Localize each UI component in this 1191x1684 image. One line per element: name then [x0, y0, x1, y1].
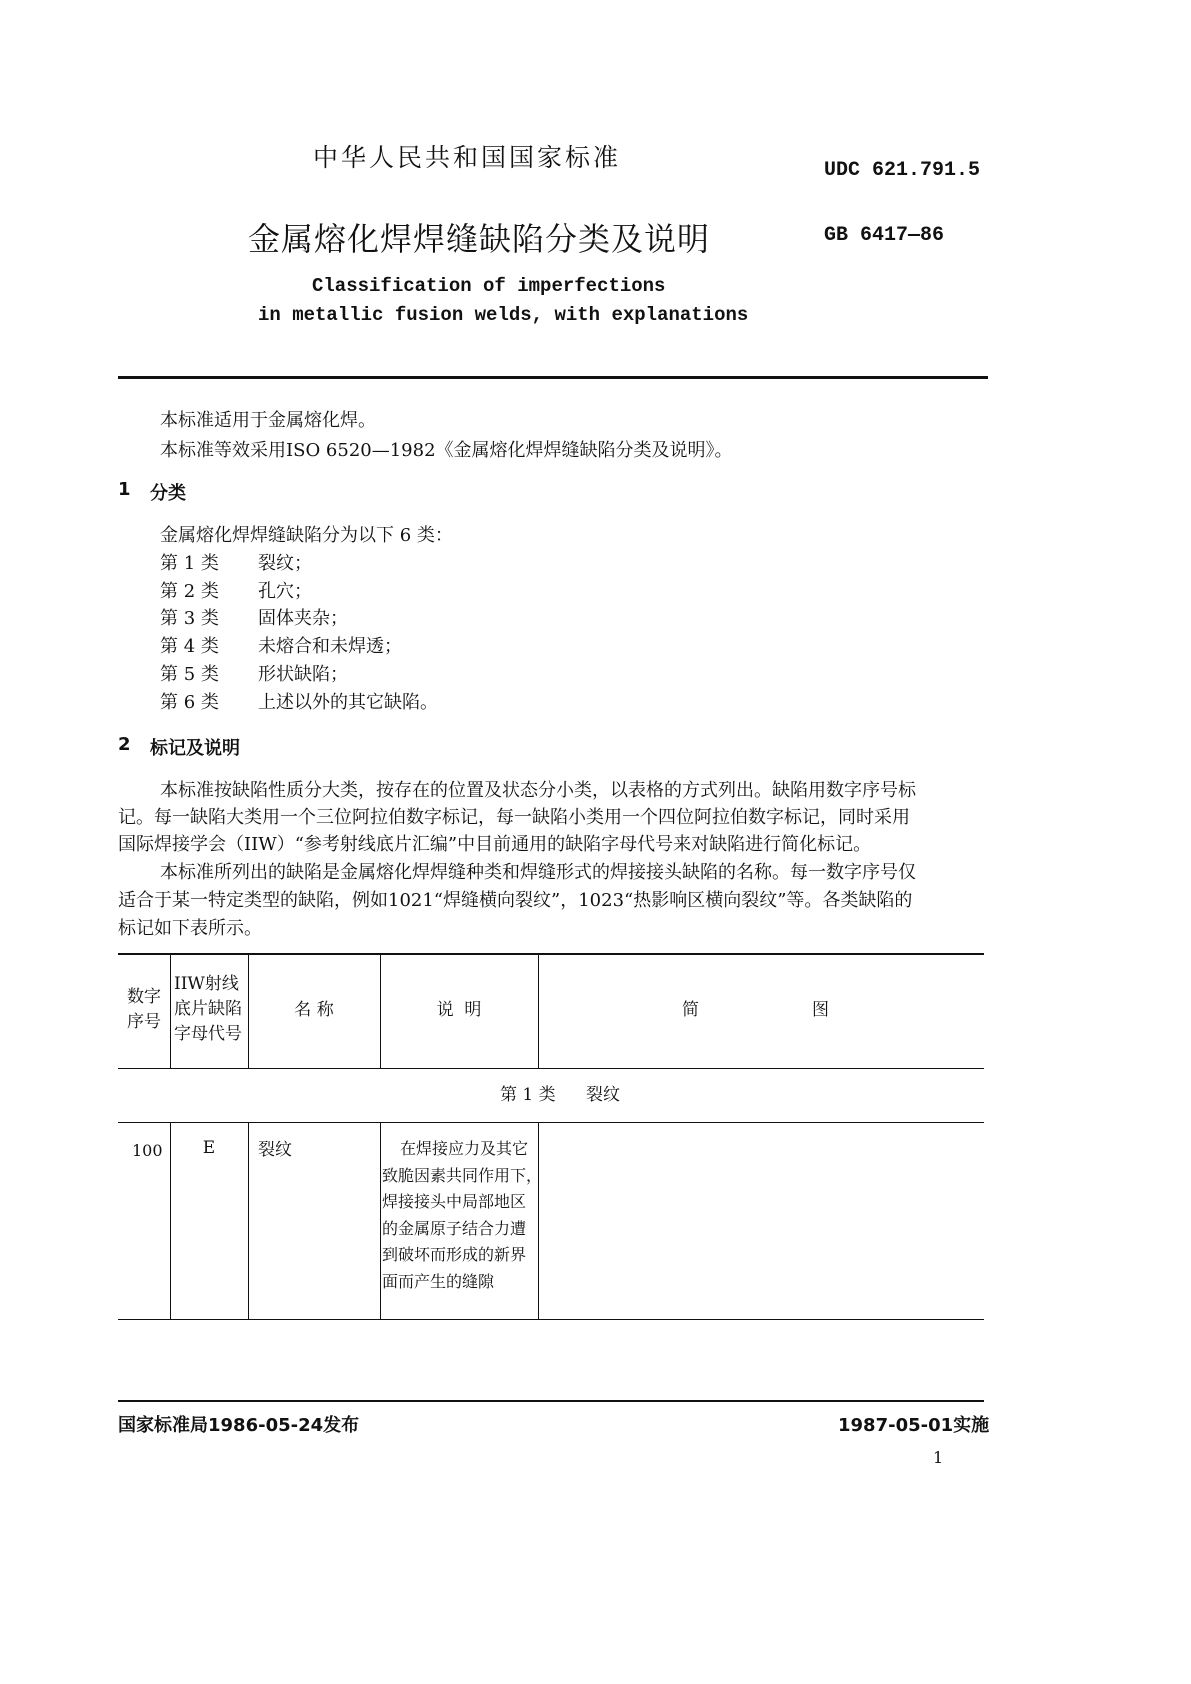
standard-code: GB 6417—86: [824, 224, 945, 247]
document-title: 金属熔化焊焊缝缺陷分类及说明: [248, 220, 711, 258]
footer-rule: [118, 1400, 984, 1402]
header-description: 说 明: [436, 1000, 482, 1020]
category-label: 第 2 类: [160, 581, 219, 602]
section-2-heading: 标记及说明: [150, 738, 240, 759]
section-1-heading: 分类: [150, 483, 186, 504]
header-iiw-line: IIW射线: [174, 974, 239, 994]
section-1-lead: 金属熔化焊焊缝缺陷分为以下 6 类：: [160, 525, 453, 546]
header-number-line: 数字: [127, 987, 161, 1007]
description-line: 到破坏而形成的新界: [382, 1245, 527, 1264]
english-title-line2: in metallic fusion welds, with explanations: [258, 304, 749, 326]
row-iiw-code: E: [202, 1138, 216, 1158]
category-label: 第 1 类: [160, 553, 219, 574]
table-col-divider: [380, 1122, 381, 1320]
category-text: 上述以外的其它缺陷。: [258, 692, 438, 713]
category-label: 第 3 类: [160, 608, 219, 629]
category-label: 第 6 类: [160, 692, 219, 713]
category-row-label: 第 1 类: [500, 1085, 556, 1105]
category-label: 第 4 类: [160, 636, 219, 657]
paragraph-line: 适合于某一特定类型的缺陷，例如1021“焊缝横向裂纹”，1023“热影响区横向裂纹”等。各类缺陷的: [118, 890, 913, 911]
header-iiw-code: [174, 972, 242, 1047]
description-line: 致脆因素共同作用下，: [382, 1165, 543, 1185]
row-number: 100: [132, 1141, 163, 1160]
row-description: [382, 1136, 542, 1295]
description-line: 焊接接头中局部地区: [382, 1192, 527, 1211]
header-iiw-line: 底片缺陷: [174, 999, 242, 1019]
issue-date: 国家标准局1986-05-24发布: [118, 1415, 360, 1436]
table-header-rule: [118, 1068, 984, 1069]
category-row-name: 裂纹: [586, 1085, 620, 1105]
issuing-agency: 中华人民共和国国家标准: [313, 143, 622, 172]
intro-line-1: 本标准适用于金属熔化焊。: [160, 410, 376, 431]
udc-code: UDC 621.791.5: [824, 159, 981, 182]
category-text: 孔穴；: [258, 581, 312, 602]
category-text: 未熔合和未焊透；: [258, 636, 402, 657]
intro-line-2: 本标准等效采用ISO 6520—1982《金属熔化焊焊缝缺陷分类及说明》。: [160, 440, 733, 461]
header-number: [118, 985, 170, 1035]
category-text: 形状缺陷；: [258, 664, 348, 685]
table-col-divider: [248, 1122, 249, 1320]
description-line: 在焊接应力及其它: [400, 1139, 529, 1158]
category-label: 第 5 类: [160, 664, 219, 685]
paragraph-line: 标记如下表所示。: [118, 918, 262, 939]
header-figure-left: 简: [682, 1000, 699, 1020]
page-number: 1: [933, 1448, 944, 1467]
category-text: 固体夹杂；: [258, 608, 348, 629]
category-text: 裂纹；: [258, 553, 312, 574]
row-name: 裂纹: [258, 1140, 292, 1160]
paragraph-line: 本标准所列出的缺陷是金属熔化焊焊缝种类和焊缝形式的焊接接头缺陷的名称。每一数字序号仅: [160, 862, 916, 883]
description-line: 面而产生的缝隙: [382, 1271, 495, 1291]
paragraph-line: 记。每一缺陷大类用一个三位阿拉伯数字标记，每一缺陷小类用一个四位阿拉伯数字标记，同时采用: [118, 807, 910, 828]
header-name: 名 称: [294, 1000, 334, 1020]
description-line: 的金属原子结合力遭: [382, 1218, 527, 1238]
header-figure-right: 图: [812, 1000, 829, 1020]
effective-date: 1987-05-01实施: [838, 1415, 990, 1436]
section-1-number: 1: [118, 479, 131, 500]
header-rule: [118, 376, 988, 379]
paragraph-line: 国际焊接学会（IIW）“参考射线底片汇编”中目前通用的缺陷字母代号来对缺陷进行简化标记。: [118, 834, 872, 855]
table-col-divider: [170, 953, 171, 1068]
section-2-number: 2: [118, 734, 131, 755]
header-iiw-line: 字母代号: [174, 1024, 242, 1044]
english-title-line1: Classification of imperfections: [312, 275, 666, 297]
paragraph-line: 本标准按缺陷性质分大类，按存在的位置及状态分小类，以表格的方式列出。缺陷用数字序号标: [160, 780, 916, 801]
header-number-line: 序号: [127, 1012, 161, 1032]
table-col-divider: [538, 953, 539, 1068]
